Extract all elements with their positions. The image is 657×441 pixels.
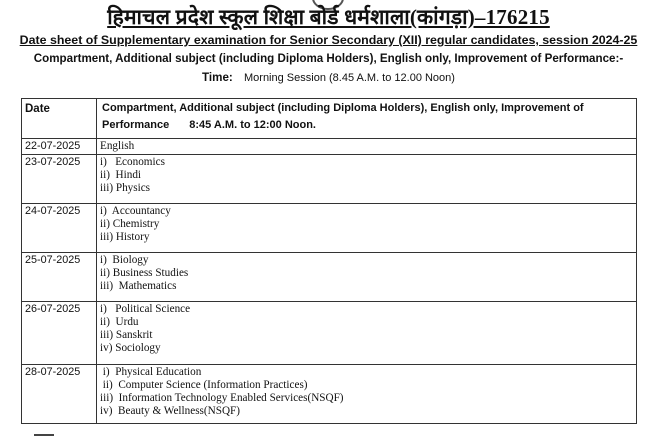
page-subtitle: Date sheet of Supplementary examination for Senior Secondary (XII) regular candidates, session 2024-25 [19, 33, 638, 47]
header-desc-performance: Performance [102, 119, 170, 131]
subject-item: i) Physical Education [100, 366, 202, 378]
header-desc-line2 [102, 117, 636, 134]
subject-item: iii) History [100, 231, 150, 243]
subject-item: English [100, 140, 135, 152]
header-desc-time: 8:45 A.M. to 12:00 Noon. [189, 119, 316, 131]
subject-item: ii) Hindi [100, 169, 142, 181]
time-label: Time: [202, 71, 233, 84]
exam-date: 22-07-2025 [22, 139, 97, 155]
subject-item: iii) Sanskrit [100, 329, 153, 341]
header-desc-line1: Compartment, Additional subject (including Diploma Holders), English only, Improvement of [102, 102, 584, 114]
exam-time [0, 71, 657, 84]
exam-date: 23-07-2025 [22, 155, 97, 204]
table-row [22, 139, 637, 155]
subject-item: i) Economics [100, 156, 165, 168]
date-sheet-table [21, 98, 637, 424]
column-header-description [97, 99, 637, 139]
table-row [22, 204, 637, 253]
table-row [22, 302, 637, 365]
subject-item: i) Biology [100, 254, 149, 266]
table-row [22, 253, 637, 302]
exam-date: 26-07-2025 [22, 302, 97, 365]
subject-item: ii) Urdu [100, 316, 139, 328]
subject-list [97, 365, 637, 424]
subject-list [97, 302, 637, 365]
page-title: हिमाचल प्रदेश स्कूल शिक्षा बोर्ड धर्मशाला(कांगड़ा)–176215 [107, 5, 550, 29]
exam-categories: Compartment, Additional subject (including Diploma Holders), English only, Improvement of Performance:- [33, 52, 624, 65]
subject-item: iii) Mathematics [100, 280, 177, 292]
column-header-date: Date [22, 99, 97, 139]
subject-item: ii) Chemistry [100, 218, 160, 230]
subject-list [97, 204, 637, 253]
subject-item: iii) Information Technology Enabled Services(NSQF) [100, 392, 344, 404]
subject-list [97, 139, 637, 155]
subject-item: ii) Business Studies [100, 267, 189, 279]
exam-date: 24-07-2025 [22, 204, 97, 253]
subject-item: iv) Sociology [100, 342, 161, 354]
exam-date: 25-07-2025 [22, 253, 97, 302]
subject-list [97, 155, 637, 204]
subject-list [97, 253, 637, 302]
subject-item: iii) Physics [100, 182, 151, 194]
subject-item: ii) Computer Science (Information Practices) [100, 379, 308, 391]
subject-item: i) Accountancy [100, 205, 171, 217]
table-row [22, 365, 637, 424]
subject-item: i) Political Science [100, 303, 191, 315]
page-continuation-mark [34, 434, 54, 441]
time-value: Morning Session (8.45 A.M. to 12.00 Noon) [244, 72, 455, 84]
exam-date: 28-07-2025 [22, 365, 97, 424]
subject-item: iv) Beauty & Wellness(NSQF) [100, 405, 240, 417]
table-row [22, 155, 637, 204]
table-header-row [22, 99, 637, 139]
